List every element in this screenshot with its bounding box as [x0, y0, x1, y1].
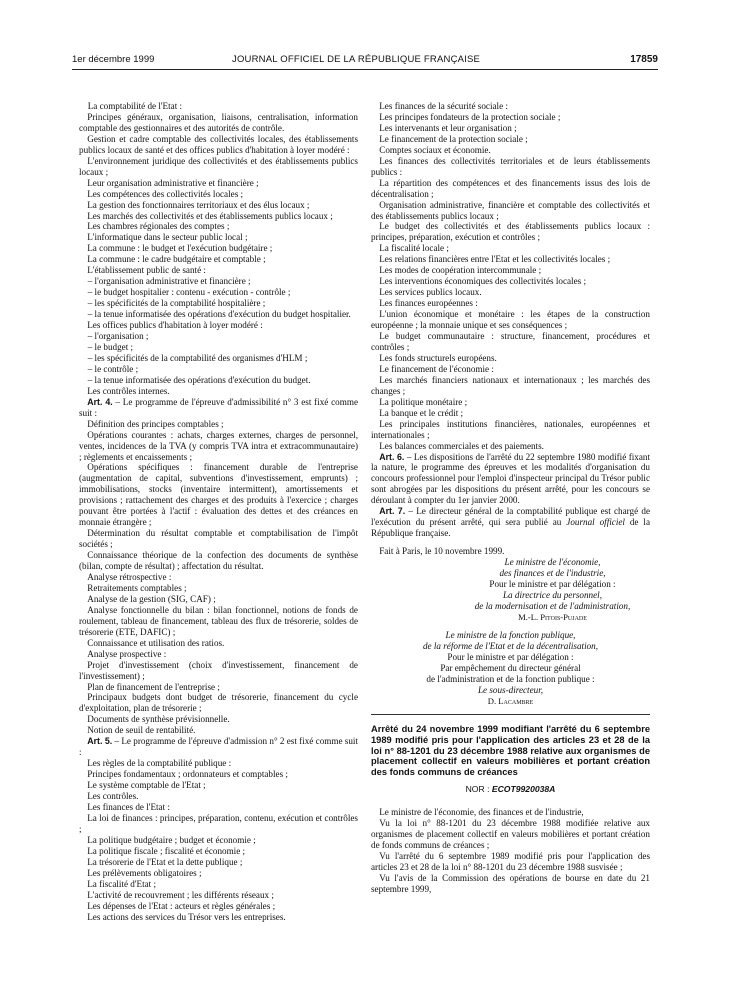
journal-title: JOURNAL OFFICIEL DE LA RÉPUBLIQUE FRANÇAISE — [232, 54, 481, 65]
spacer — [371, 623, 650, 630]
paragraph: Connaissance et utilisation des ratios. — [87, 637, 225, 648]
nor-label: NOR : — [465, 784, 492, 795]
signature-text: de l'administration et de la fonction publique : — [426, 673, 595, 684]
list-item: – le budget ; — [87, 341, 134, 352]
signature-line — [371, 685, 650, 696]
article-paragraph — [79, 397, 358, 419]
paragraph: Le système comptable de l'Etat ; — [87, 780, 206, 791]
signature-title: Le ministre de l'économie, — [504, 557, 601, 568]
paragraph: Plan de financement de l'entreprise ; — [87, 681, 220, 692]
signature-title: de la réforme de l'Etat et de la décentralisation, — [422, 640, 599, 651]
signature-line — [371, 568, 650, 579]
article-text: – Le programme de l'épreuve d'admission n° 2 est fixé comme suit : — [79, 736, 358, 758]
paragraph: Opérations courantes : achats, charges externes, charges de personnel, ventes, incidences de la TVA (y compris TVA intra et extracommunautaire) ; règlements et encaissements ; — [79, 429, 358, 462]
article-number: Art. 5. — [87, 736, 113, 747]
paragraph: Analyse prospective : — [87, 648, 167, 659]
signature-line — [371, 696, 650, 707]
paragraph: La politique monétaire ; — [379, 396, 468, 407]
signature-line — [371, 590, 650, 601]
article-italic: Journal officiel — [566, 517, 625, 528]
paragraph: Les relations financières entre l'Etat et les collectivités locales ; — [379, 254, 611, 265]
paragraph: Leur organisation administrative et financière ; — [87, 177, 259, 188]
paragraph: Fait à Paris, le 10 novembre 1999. — [379, 546, 505, 557]
signature-title: de la modernisation et de l'administration, — [474, 600, 631, 611]
paragraph: Analyse fonctionnelle du bilan : bilan fonctionnel, notions de fonds de roulement, tableau de financement, tableau des flux de trésorerie, soldes de trésorerie (ETE, DAFIC) ; — [79, 604, 358, 637]
paragraph: Les finances européennes : — [379, 298, 478, 309]
paragraph: Le budget communautaire : structure, financement, procédures et contrôles ; — [371, 331, 650, 352]
page-number: 17859 — [630, 54, 658, 65]
article-paragraph — [79, 736, 358, 758]
paragraph: Les fonds structurels européens. — [379, 352, 497, 363]
paragraph: Connaissance théorique de la confection des documents de synthèse (bilan, compte de résultat) ; affectation du résultat. — [79, 550, 358, 572]
paragraph: La banque et le crédit ; — [379, 407, 464, 418]
issue-date: 1er décembre 1999 — [72, 54, 155, 65]
list-item: – l'organisation ; — [87, 331, 149, 342]
paragraph: Principes généraux, organisation, liaisons, centralisation, information comptable des gestionnaires et des autorités de contrôle. — [79, 111, 358, 133]
signatory-name: D. Lacambre — [487, 695, 534, 706]
paragraph: La politique budgétaire ; budget et économie ; — [87, 834, 256, 845]
paragraph: La politique fiscale ; fiscalité et économie ; — [87, 845, 246, 856]
paragraph: Les actions des services du Trésor vers les entreprises. — [87, 911, 286, 922]
article-separator — [371, 714, 650, 715]
signature-line — [371, 663, 650, 674]
paragraph: Projet d'investissement (choix d'investissement, financement de l'investissement) ; — [79, 659, 358, 681]
paragraph: L'union économique et monétaire : les étapes de la construction européenne ; la monnaie unique et ses conséquences ; — [371, 309, 650, 331]
list-item: La comptabilité de l'Etat : — [87, 101, 183, 111]
paragraph: La commune : le budget et l'exécution budgétaire ; — [87, 243, 273, 254]
paragraph: Les compétences des collectivités locales ; — [87, 188, 244, 199]
signature-line — [371, 641, 650, 652]
paragraph: La fiscalité d'Etat ; — [87, 878, 157, 889]
paragraph: Les finances des collectivités territoriales et de leurs établissements publics : — [371, 155, 650, 177]
paragraph: La gestion des fonctionnaires territoriaux et des élus locaux ; — [87, 199, 310, 210]
paragraph: Les finances de l'Etat : — [87, 802, 170, 812]
paragraph: Les règles de la comptabilité publique : — [87, 758, 232, 769]
article-title: Arrêté du 24 novembre 1999 modifiant l'arrêté du 6 septembre 1989 modifié pris pour l'application des articles 23 et 28 de la loi n° 88-1201 du 23 décembre 1988 relative aux organismes de placement collectif en valeurs mobilières et portant création des fonds communs de créances — [371, 724, 650, 777]
paragraph: Le financement de la protection sociale ; — [379, 133, 528, 144]
nor-code: ECOT9920038A — [491, 784, 556, 795]
signature-line — [371, 652, 650, 663]
right-column-text — [371, 101, 650, 557]
list-item: – le budget hospitalier : contenu - exécution - contrôle ; — [87, 287, 291, 298]
paragraph: Comptes sociaux et économie. — [379, 144, 491, 155]
paragraph: Les principes fondateurs de la protection sociale ; — [379, 111, 561, 122]
list-item: – la tenue informatisée des opérations d'exécution du budget hospitalier. — [87, 309, 351, 320]
article-number: Art. 6. — [379, 451, 405, 462]
signature-line — [371, 557, 650, 568]
header-rule — [72, 69, 658, 70]
paragraph: Opérations spécifiques : financement durable de l'entreprise (augmentation de capital, subventions d'investissement, emprunts) ; immobilisations, stocks (inventaire intermittent), amortissements et provisions ; rattachement des charges et des produits à l'exercice ; charges pouvant être portées à l'actif : évaluation des dettes et des créances en monnaie étrangère ; — [79, 462, 358, 528]
paragraph: Les marchés financiers nationaux et internationaux ; les marchés des changes ; — [371, 374, 650, 396]
signature-text: Par empêchement du directeur général — [440, 662, 581, 673]
paragraph: Notion de seuil de rentabilité. — [87, 725, 196, 736]
paragraph: Les finances de la sécurité sociale : — [379, 101, 508, 111]
paragraph: Analyse rétrospective : — [87, 571, 172, 582]
article-paragraph: Vu la loi n° 88-1201 du 23 décembre 1988 modifiée relative aux organismes de placement collectif en valeurs mobilières et portant création de fonds communs de créances ; — [371, 818, 650, 851]
paragraph: Les chambres régionales des comptes ; — [87, 221, 230, 232]
paragraph: Principaux budgets dont budget de trésorerie, financement du cycle d'exploitation, plan de trésorerie ; — [79, 692, 358, 714]
paragraph: Les services publics locaux. — [379, 287, 482, 298]
list-item: – la tenue informatisée des opérations d'exécution du budget. — [87, 374, 311, 385]
paragraph: Définition des principes comptables ; — [87, 418, 224, 429]
signature-title: des finances et de l'industrie, — [499, 568, 606, 579]
article-paragraph: Vu l'avis de la Commission des opérations de bourse en date du 21 septembre 1999, — [371, 873, 650, 895]
signature-line — [371, 674, 650, 685]
signature-line — [371, 601, 650, 612]
paragraph: Les contrôles internes. — [87, 385, 170, 396]
paragraph: La loi de finances : principes, préparation, contenu, exécution et contrôles ; — [79, 812, 358, 834]
paragraph: Détermination du résultat comptable et comptabilisation de l'impôt sociétés ; — [79, 528, 358, 550]
paragraph: Analyse de la gestion (SIG, CAF) ; — [87, 593, 216, 604]
signature-block — [371, 557, 650, 706]
list-item: – les spécificités de la comptabilité hospitalière ; — [87, 298, 266, 309]
paragraph: Les principales institutions financières, nationales, européennes et internationales ; — [371, 418, 650, 440]
article-paragraph — [371, 506, 650, 539]
paragraph: Principes fondamentaux ; ordonnateurs et comptables ; — [87, 769, 288, 780]
paragraph: Les interventions économiques des collectivités locales ; — [379, 276, 587, 287]
article-text: – Les dispositions de l'arrêté du 22 septembre 1980 modifié fixant la nature, le programme des épreuves et les modalités d'organisation du concours professionnel pour l'emploi d'inspecteur principal du Trésor public sont abrogées par les dispositions du présent arrêté, pour les concours se déroulant à compter du 1er janvier 2000. — [371, 451, 650, 506]
paragraph: Les dépenses de l'Etat : acteurs et règles générales ; — [87, 900, 276, 911]
article-number: Art. 4. — [87, 396, 113, 407]
signature-title: La directrice du personnel, — [502, 589, 602, 600]
paragraph: Les balances commerciales et des paiements. — [379, 440, 544, 451]
paragraph: La fiscalité locale ; — [379, 243, 449, 254]
paragraph: Les prélèvements obligatoires ; — [87, 867, 202, 878]
paragraph: L'informatique dans le secteur public local ; — [87, 232, 248, 243]
signature-line — [371, 579, 650, 590]
signature-text: Pour le ministre et par délégation : — [489, 578, 616, 589]
signatory-name: M.-L. Pitois-Pujade — [518, 611, 587, 622]
paragraph: Le budget des collectivités et des établissements publics locaux : principes, préparation, exécution et contrôles ; — [371, 221, 650, 243]
paragraph: Gestion et cadre comptable des collectivités locales, des établissements publics locaux de santé et des offices publics d'habitation à loyer modéré : — [79, 133, 358, 155]
paragraph: Le financement de l'économie : — [379, 363, 494, 374]
nor-reference — [371, 784, 650, 795]
paragraph: Les marchés des collectivités et des établissements publics locaux ; — [87, 210, 333, 221]
paragraph: La trésorerie de l'Etat et la dette publique ; — [87, 856, 243, 867]
paragraph: L'environnement juridique des collectivités et des établissements publics locaux ; — [79, 155, 358, 177]
list-item: – le contrôle ; — [87, 363, 139, 374]
signature-line — [371, 612, 650, 623]
paragraph: L'activité de recouvrement ; les différents réseaux ; — [87, 889, 274, 900]
signature-title: Le ministre de la fonction publique, — [445, 629, 576, 640]
article-number: Art. 7. — [379, 506, 406, 517]
page-header — [72, 54, 658, 68]
paragraph: Les intervenants et leur organisation ; — [379, 122, 517, 133]
paragraph: La commune : le cadre budgétaire et comptable ; — [87, 254, 266, 265]
paragraph: Documents de synthèse prévisionnelle. — [87, 714, 230, 725]
list-item: – l'organisation administrative et financière ; — [87, 276, 251, 287]
spacer — [371, 539, 650, 546]
article-paragraph: Vu l'arrêté du 6 septembre 1989 modifié pris pour l'application des articles 23 et 28 de la loi n° 88-1201 du 23 décembre 1988 susvisée ; — [371, 851, 650, 873]
paragraph: Les contrôles. — [87, 791, 139, 802]
left-column — [79, 101, 358, 922]
article-paragraph: Le ministre de l'économie, des finances et de l'industrie, — [379, 807, 584, 818]
article-text: – Le programme de l'épreuve d'admissibilité n° 3 est fixé comme suit : — [79, 396, 358, 418]
paragraph: Organisation administrative, financière et comptable des collectivités et des établissements publics locaux ; — [371, 199, 650, 221]
paragraph: Les offices publics d'habitation à loyer modéré : — [87, 320, 263, 331]
signature-line — [371, 630, 650, 641]
paragraph: Les modes de coopération intercommunale ; — [379, 265, 542, 276]
paragraph: Retraitements comptables ; — [87, 582, 187, 593]
paragraph: La répartition des compétences et des financements issus des lois de décentralisation ; — [371, 177, 650, 199]
signature-text: Pour le ministre et par délégation : — [447, 651, 574, 662]
paragraph: L'établissement public de santé : — [87, 265, 206, 276]
right-column — [371, 101, 650, 895]
article-text: – Le directeur général de la comptabilité publique est chargé de l'exécution du présent arrêté, qui sera publié au — [371, 506, 650, 528]
signature-title: Le sous-directeur, — [477, 684, 544, 695]
article-text: de la République française. — [371, 517, 650, 539]
article-paragraph — [371, 452, 650, 507]
list-item: – les spécificités de la comptabilité des organismes d'HLM ; — [87, 352, 308, 363]
